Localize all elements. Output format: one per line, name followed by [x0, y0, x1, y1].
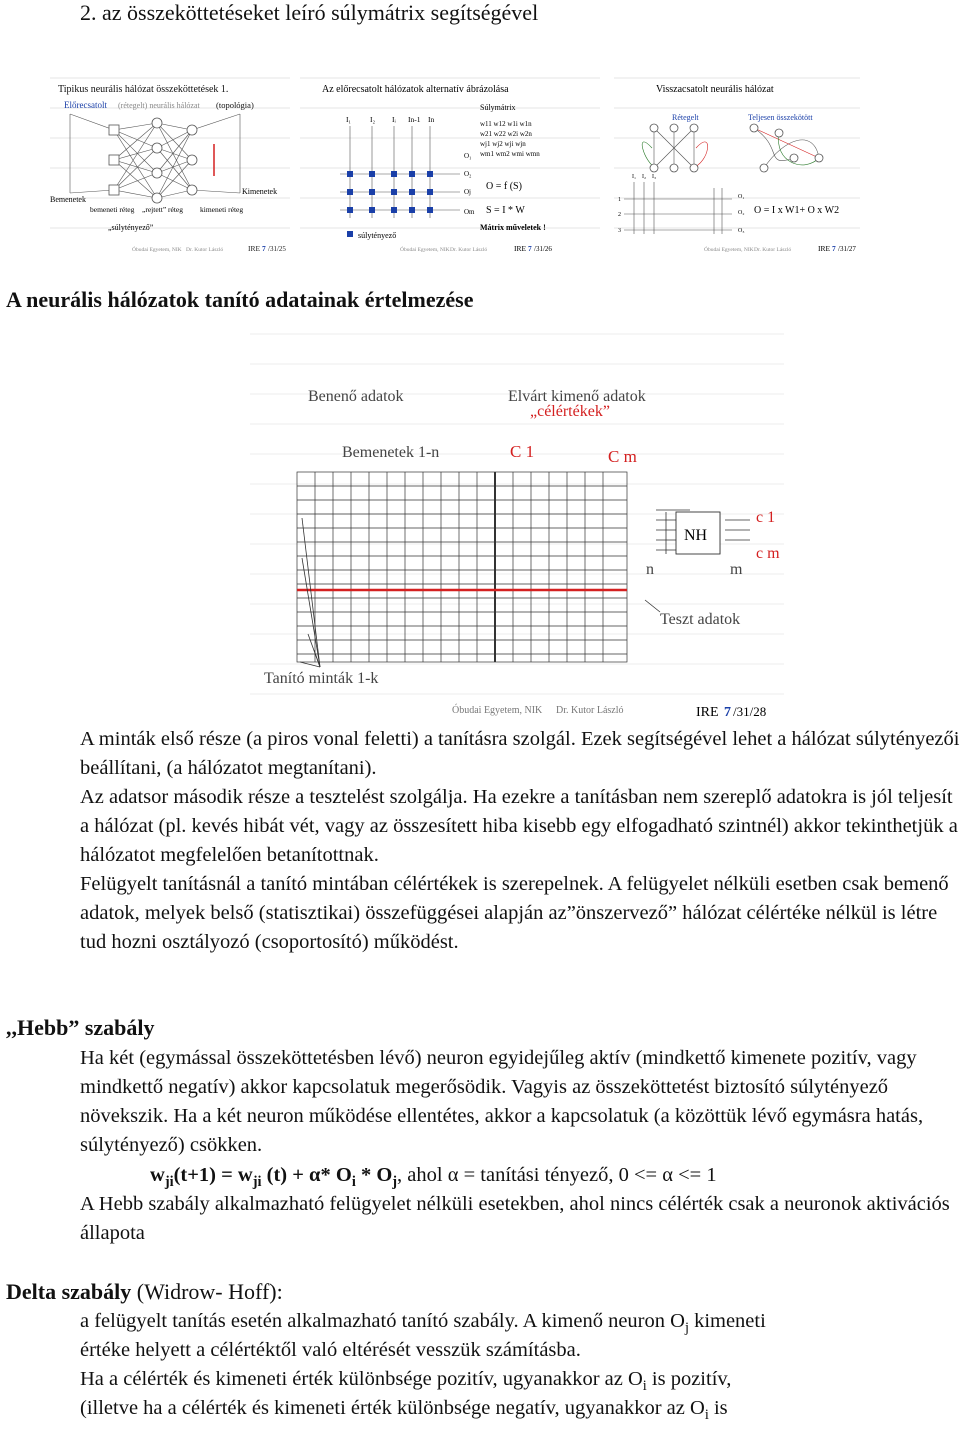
slide-26-input-n1: In-1: [408, 115, 421, 124]
slide-26-matrix-title: Súlymátrix: [480, 103, 516, 112]
slide-26-footer-num: 7: [528, 244, 532, 253]
slide-27-footer-org: Óbudai Egyetem, NIK: [704, 247, 754, 253]
slide-25: [50, 68, 290, 256]
delta-line-3a: Ha a célérték és kimeneti érték különbsége pozitív, ugyanakkor az O: [80, 1368, 643, 1390]
slide-27-output-1: O₁: [738, 194, 745, 200]
delta-line-4b: is: [708, 1397, 728, 1419]
formula-part2: (t) + α* O: [261, 1164, 352, 1186]
slide-26-output-m: Om: [464, 208, 475, 216]
slide-28-footer-author: Dr. Kutor László: [556, 705, 624, 716]
formula-tail: , ahol α = tanítási tényező, 0 <= α <= 1: [397, 1164, 717, 1186]
delta-heading-bold: Delta szabály: [6, 1279, 132, 1304]
slide-27-footer-page: /31/27: [838, 245, 856, 253]
slide-26-eq1: O = f (S): [486, 181, 522, 192]
slide-27-footer-author: Dr. Kutor László: [754, 247, 792, 253]
delta-line-4-sub: i: [704, 1407, 709, 1424]
slide-27-layered: Rétegelt: [672, 113, 699, 122]
slide-26: [300, 68, 600, 256]
paragraph-training: A minták első része (a piros vonal feletti) a tanításra szolgál. Ezek segítségével lehet a hálózat súlytényezői beállítani, (a hálózatot megtanítani).: [80, 728, 960, 779]
slide-26-footer-author: Dr. Kutor László: [450, 247, 488, 253]
slide-25-inputs: Bemenetek: [50, 195, 86, 204]
hebb-paragraph-2: A Hebb szabály alkalmazható felügyelet nélküli esetekben, ahol nincs célérték csak a neuronok aktivációs állapota: [80, 1193, 950, 1244]
slide-26-output-1: O₁: [464, 152, 472, 160]
hebb-paragraph: Ha két (egymással összeköttetésben lévő) neuron egyidejűleg aktív (mindkettő kimenete pozitív, vagy mindkettő negatív) akkor kapcsolatuk megerősödik. Vagyis az összeköttetést biztosító súlytényező növekszik. Ha a két neuron működése ellentétes, akkor a kapcsolatuk (a közöttük lévő egymásra hatás, súlytényező) csökken.: [80, 1047, 924, 1156]
slide-26-title: Az előrecsatolt hálózatok alternatív ábrázolása: [322, 84, 509, 95]
slide-25-layer-in: bemeneti réteg: [90, 205, 135, 214]
label-test: Teszt adatok: [660, 611, 741, 628]
slide-26-weight: súlytényező: [358, 231, 397, 240]
slide-26-matrix-row-1: w11 w12 w1i w1n: [480, 120, 532, 128]
slide-27-footer-ire: IRE: [818, 244, 831, 253]
slide-25-outputs: Kimenetek: [242, 187, 278, 196]
slide-26-matrix-row-4: wm1 wm2 wmi wmn: [480, 150, 540, 158]
formula-i: i: [351, 1174, 356, 1191]
label-m: m: [730, 561, 743, 578]
slide-26-diagram: [300, 68, 600, 256]
slide-27: [614, 68, 860, 256]
paragraph-testing: Az adatsor második része a tesztelést szolgálja. Ha ezekre a tanításban nem szereplő adatokra is jól teljesít a hálózat (pl. kevés hibát vét, vagy az összesített hiba kisebb egy elfogadható szintnél) akkor tekinthetjük a hálózatot megfelelően betanítottnak.: [80, 786, 958, 866]
label-inputs-range: Bemenetek 1-n: [342, 444, 440, 461]
label-samples: Tanító minták 1-k: [264, 670, 379, 687]
formula-ji-2: ji: [252, 1174, 262, 1191]
slide-28-footer-ire: IRE: [696, 705, 719, 720]
delta-line-1a: a felügyelt tanítás esetén alkalmazható tanító szabály. A kimenő neuron O: [80, 1310, 685, 1332]
slide-25-layer-hidden: „rejtett” réteg: [142, 205, 184, 214]
formula-j: j: [392, 1174, 398, 1191]
slide-27-row-2: 2: [618, 212, 621, 218]
slide-25-footer-page: /31/25: [268, 245, 286, 253]
label-nh: NH: [684, 527, 708, 544]
slide-27-full: Teljesen összekötött: [748, 113, 813, 122]
slide-27-title: Visszacsatolt neurális hálózat: [656, 84, 774, 95]
slide-28: [250, 322, 784, 722]
slide-25-diagram: [50, 68, 290, 256]
slide-25-footer-author: Dr. Kutor László: [186, 247, 224, 253]
slide-26-input-i: Iᵢ: [392, 115, 396, 124]
label-targets: „célértékek”: [530, 403, 610, 420]
delta-heading: [6, 1279, 283, 1305]
slide-26-input-1: I₁: [346, 115, 352, 124]
delta-line-3-sub: i: [642, 1378, 647, 1395]
label-cm-small: c m: [756, 545, 780, 562]
slide-25-footer-num: 7: [262, 244, 266, 253]
slide-26-output-j: Oj: [464, 188, 471, 196]
section-title: A neurális hálózatok tanító adatainak értelmezése: [6, 287, 474, 312]
slide-26-matrix-ops: Mátrix műveletek !: [480, 223, 546, 232]
slide-25-layer-out: kimeneti réteg: [200, 205, 244, 214]
slide-26-input-2: I₂: [370, 115, 376, 124]
label-c1-small: c 1: [756, 509, 776, 526]
slide-27-diagram: [614, 68, 860, 256]
delta-line-4: [80, 1394, 960, 1430]
formula-w1: w: [150, 1164, 165, 1186]
slide-28-diagram: [250, 322, 784, 722]
slide-26-matrix-row-3: wj1 wj2 wji wjn: [480, 140, 526, 148]
label-expected: Elvárt kimenő adatok: [508, 388, 646, 405]
slide-26-matrix-row-2: w21 w22 w2i w2n: [480, 130, 532, 138]
paragraph-supervised: Felügyelt tanításnál a tanító mintában célértékek is szerepelnek. A felügyelet nélküli esetben csak bemenő adatok, melyek belső (statisztikai) összefüggései alapján az”önszervező” hálózat célértéke nélkül is létre tud hozni osztályozó (csoportosító) működést.: [80, 873, 949, 953]
delta-line-1b: kimeneti: [688, 1310, 766, 1332]
slide-25-footer-org: Óbudai Egyetem, NIK: [132, 247, 182, 253]
label-n: n: [646, 561, 654, 578]
slide-27-output-3: O₃: [738, 228, 745, 234]
slide-26-output-2: O₂: [464, 170, 472, 178]
formula-ji-1: ji: [164, 1174, 174, 1191]
slide-25-title: Tipikus neurális hálózat összeköttetések 1.: [58, 84, 229, 95]
formula-part3: * O: [355, 1164, 393, 1186]
slide-27-output-2: O₂: [738, 210, 745, 216]
delta-heading-rest: (Widrow- Hoff):: [131, 1279, 283, 1304]
delta-line-3b: is pozitív,: [646, 1368, 732, 1390]
slide-27-input-1: I₁: [632, 174, 637, 180]
delta-line-2: értéke helyett a célértéktől való eltérését vesszük számításba.: [80, 1339, 581, 1361]
slide-27-input-2: I₂: [642, 174, 647, 180]
label-cm: C m: [608, 447, 637, 466]
formula-part1: (t+1) =: [173, 1164, 238, 1186]
slide-25-sub-a: Előrecsatolt: [64, 100, 107, 110]
page-heading: 2. az összeköttetéseket leíró súlymátrix segítségével: [80, 0, 539, 25]
slide-27-row-3: 3: [618, 228, 621, 234]
slide-26-footer-ire: IRE: [514, 244, 527, 253]
delta-line-4a: (illetve ha a célérték és kimeneti érték különbsége negatív, ugyanakkor az O: [80, 1397, 705, 1419]
slide-28-footer-page: /31/28: [733, 704, 767, 719]
delta-line-1-sub: j: [684, 1320, 689, 1337]
slide-28-footer-num: 7: [724, 705, 731, 720]
label-input-data: Benenő adatok: [308, 388, 404, 405]
slide-25-footer-ire: IRE: [248, 244, 261, 253]
formula-w2: w: [237, 1164, 253, 1186]
slide-25-weight: „súlytényező”: [108, 223, 154, 232]
slide-28-footer-org: Óbudai Egyetem, NIK: [452, 705, 543, 716]
slide-26-input-n: In: [428, 115, 435, 124]
slide-25-sub-b: (rétegelt) neurális hálózat: [118, 101, 200, 110]
slide-26-footer-page: /31/26: [534, 245, 552, 253]
slide-25-sub-c: (topológia): [216, 100, 254, 110]
slide-27-eq: O = I x W1+ O x W2: [754, 205, 840, 216]
slide-26-footer-org: Óbudai Egyetem, NIK: [400, 247, 450, 253]
slide-26-eq2: S = I * W: [486, 205, 525, 216]
slide-27-input-3: I₃: [652, 174, 657, 180]
slide-27-footer-num: 7: [832, 244, 836, 253]
label-c1: C 1: [510, 442, 535, 461]
hebb-heading: ,,Hebb” szabály: [6, 1015, 155, 1040]
slide-27-row-1: 1: [618, 197, 621, 203]
